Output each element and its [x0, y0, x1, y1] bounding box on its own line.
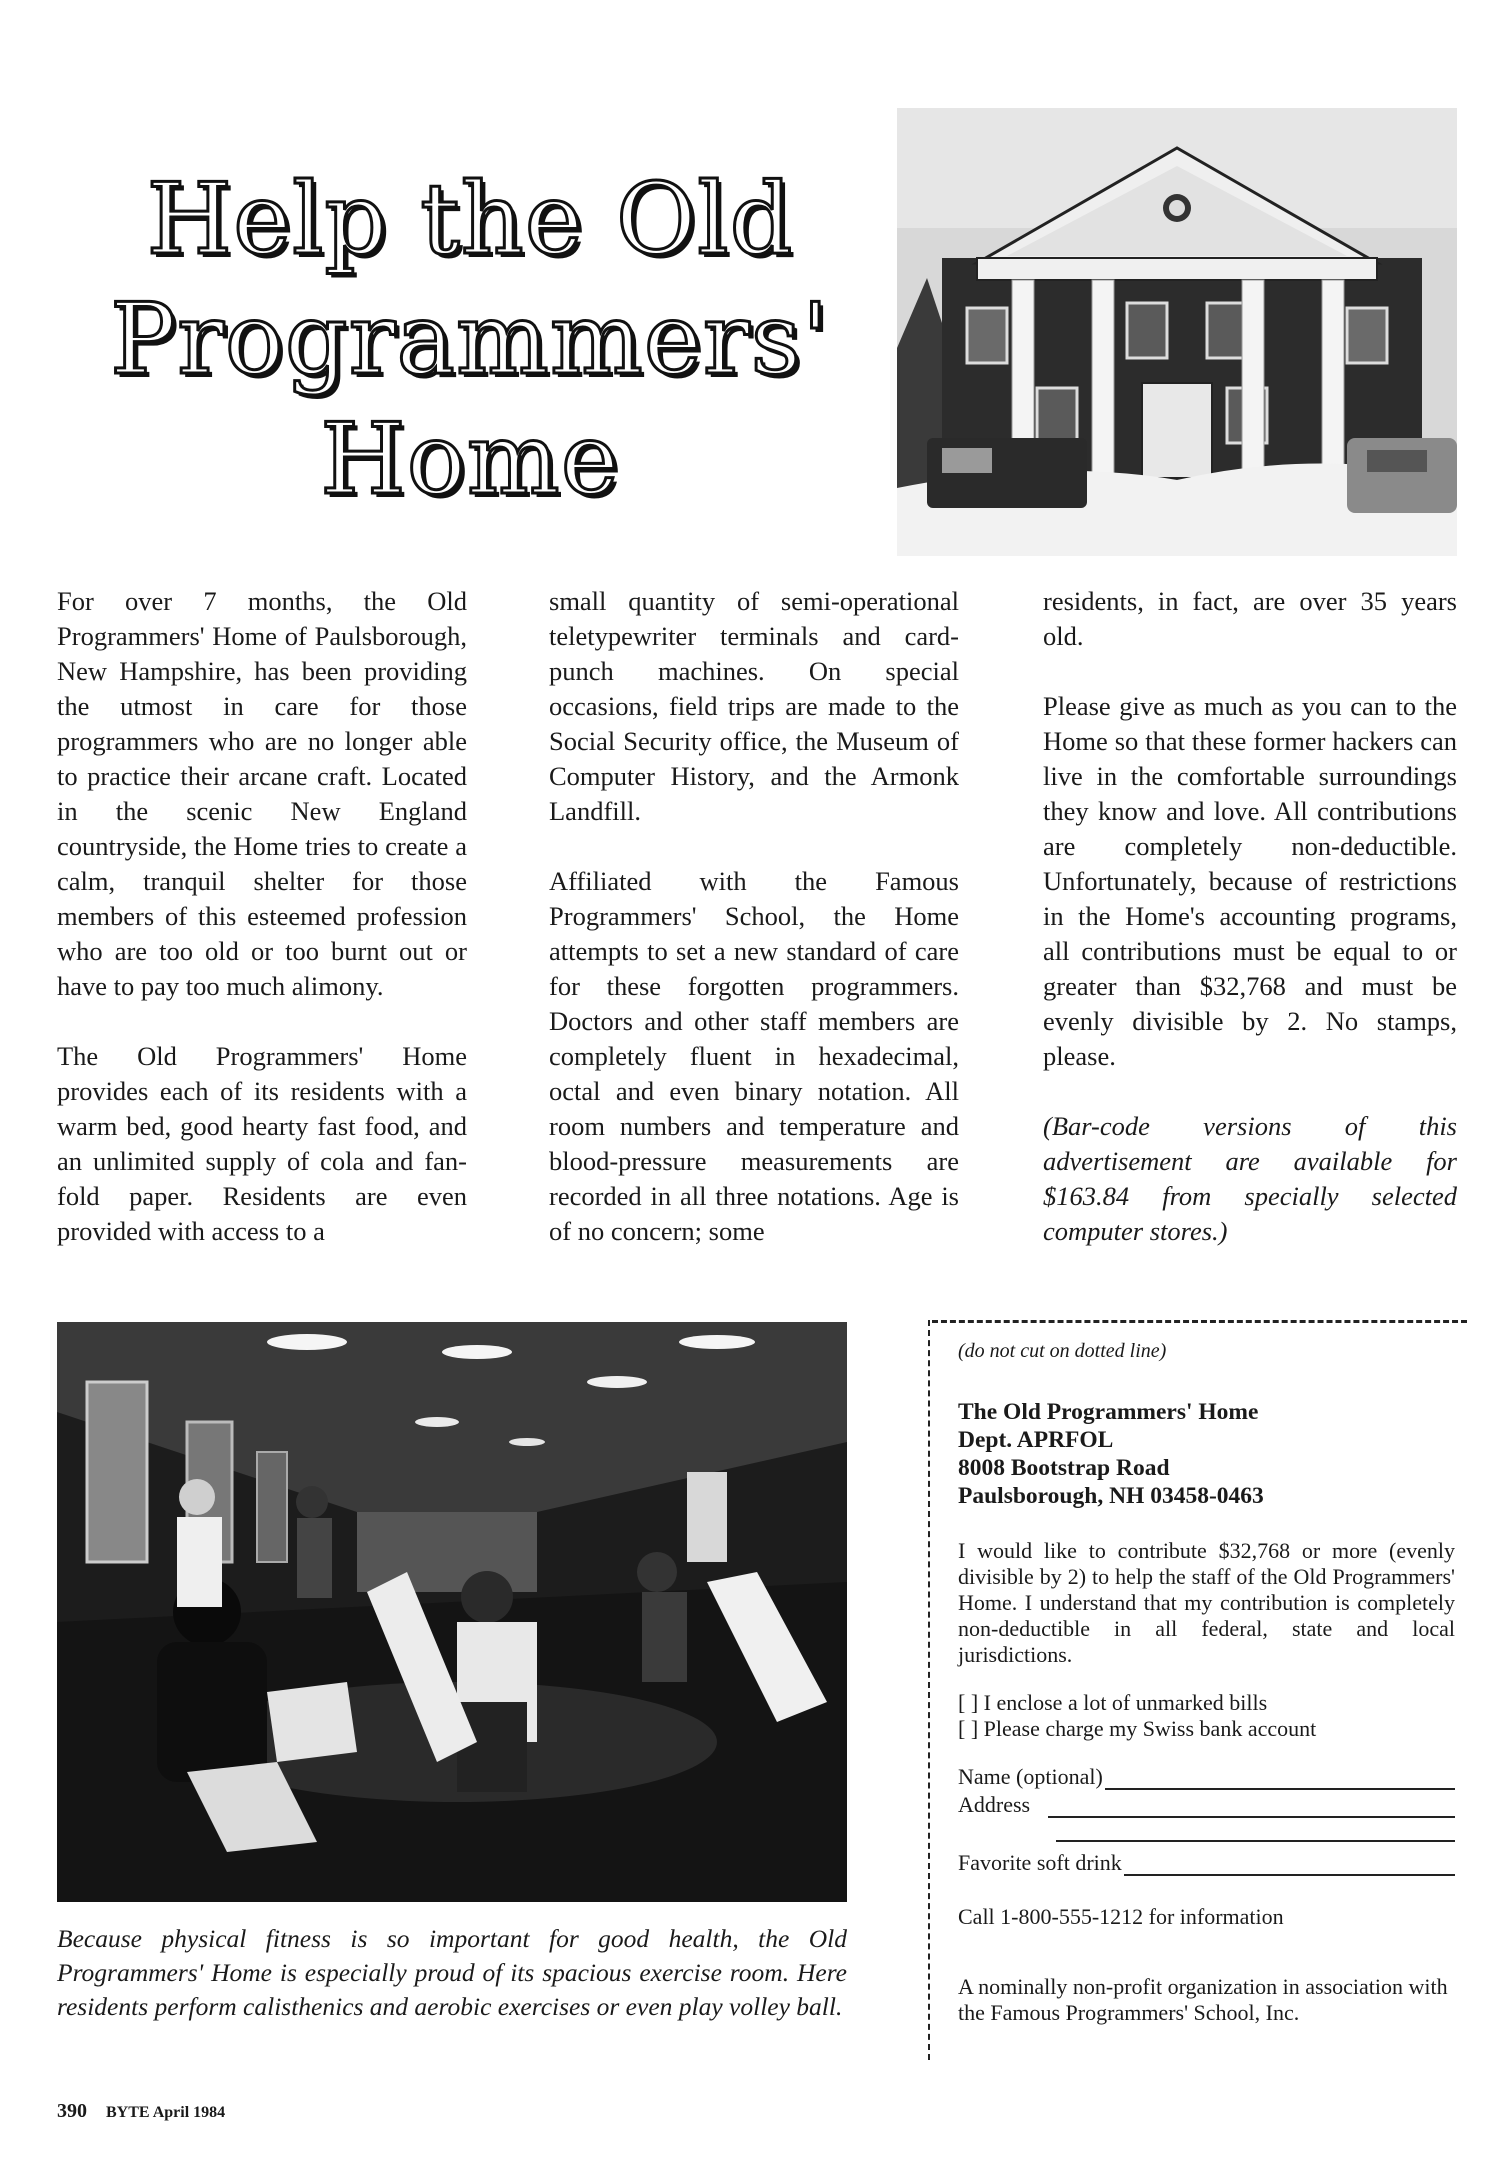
column-1 — [57, 584, 467, 1284]
soft-drink-field[interactable] — [958, 1850, 1455, 1876]
column-3 — [1043, 584, 1457, 1284]
address-line: Dept. APRFOL — [958, 1427, 1114, 1453]
nonprofit-note: A nominally non-profit organization in association with the Famous Programmers' School, Inc. — [958, 1974, 1448, 2025]
drink-label: Favorite soft drink — [958, 1850, 1122, 1875]
paragraph: small quantity of semi-operational teletypewriter terminals and card-punch machines. On special occasions, field trips are made to the Social Security office, the Museum of Computer History, and the Armonk Landfill. — [549, 586, 959, 826]
name-line[interactable] — [1105, 1770, 1455, 1790]
pledge-text: I would like to contribute $32,768 or more (evenly divisible by 2) to help the staff of the Old Programmers' Home. I understand that my contribution is completely non-deductible in all federal, state and local jurisdictions. — [958, 1538, 1455, 1667]
page-number: 390 — [57, 2100, 87, 2122]
paragraph: residents, in fact, are over 35 years old. — [1043, 586, 1457, 651]
headline-line-3: Home — [320, 403, 620, 517]
donation-coupon — [958, 1332, 1455, 2026]
paragraph: Please give as much as you can to the Home so that these former hackers can live in the comfortable surroundings they know and love. All contributions are completely non-deductible. Unfortunately, because of restrictions in the Home's accounting programs, all contributions must be equal to or greater than $32,768 and must be evenly divisible by 2. No stamps, please. — [1043, 691, 1457, 1071]
address-field[interactable] — [958, 1792, 1455, 1818]
paragraph: For over 7 months, the Old Programmers' Home of Paulsborough, New Hampshire, has been providing the utmost in care for those programmers who are no longer able to practice their arcane craft. Located in the scenic New England countryside, the Home tries to create a calm, tranquil shelter for those members of this esteemed profession who are too old or too burnt out or have to pay too much alimony. — [57, 586, 467, 1001]
page-footer — [57, 2100, 225, 2123]
exercise-room-photo — [57, 1322, 847, 1902]
name-field[interactable] — [958, 1764, 1455, 1790]
address-line: The Old Programmers' Home — [958, 1399, 1259, 1425]
address-line-2[interactable] — [1056, 1818, 1455, 1842]
option-swiss-bank[interactable]: [ ] Please charge my Swiss bank account — [958, 1716, 1317, 1741]
address-line: 8008 Bootstrap Road — [958, 1455, 1170, 1481]
headline-line-1: Help the Old — [146, 163, 794, 277]
address-line: Paulsborough, NH 03458-0463 — [958, 1483, 1264, 1509]
coupon-cut-line-top — [932, 1320, 1467, 1323]
address-label: Address — [958, 1792, 1031, 1817]
column-2 — [549, 584, 959, 1284]
option-unmarked-bills[interactable]: [ ] I enclose a lot of unmarked bills — [958, 1690, 1268, 1715]
magazine-issue: BYTE April 1984 — [106, 2104, 226, 2121]
cut-note: (do not cut on dotted line) — [958, 1340, 1167, 1362]
headline-line-2: Programmers' — [110, 283, 830, 397]
paragraph: Affiliated with the Famous Programmers' School, the Home attempts to set a new standard of care for these forgotten programmers. Doctors and other staff members are completely fluent in hexadecimal, octal and even binary notation. All room numbers and temperature and blood-pressure measurements are recorded in all three notations. Age is of no concern; some — [549, 866, 959, 1246]
address-line-input[interactable] — [1048, 1798, 1455, 1818]
coupon-cut-line-left — [928, 1320, 930, 2060]
form-fields — [958, 1764, 1455, 1876]
mailing-address — [958, 1398, 1455, 1510]
payment-options — [958, 1690, 1455, 1742]
exercise-room-illustration — [57, 1322, 847, 1902]
paragraph: The Old Programmers' Home provides each of its residents with a warm bed, good hearty fast food, and an unlimited supply of cola and fan-fold paper. Residents are even provided with access to a — [57, 1041, 467, 1246]
photo-caption: Because physical fitness is so important for good health, the Old Programmers' Home is especially proud of its spacious exercise room. Here residents perform calisthenics and aerobic exercises or even play volley ball. — [57, 1924, 847, 2021]
headline — [40, 160, 900, 520]
phone-info: Call 1-800-555-1212 for information — [958, 1904, 1284, 1929]
house-illustration — [897, 108, 1457, 556]
name-label: Name (optional) — [958, 1764, 1103, 1789]
house-photo — [897, 108, 1457, 556]
bar-code-note: (Bar-code versions of this advertisement are available for $163.84 from specially selected computer stores.) — [1043, 1111, 1457, 1246]
drink-line[interactable] — [1124, 1856, 1455, 1876]
